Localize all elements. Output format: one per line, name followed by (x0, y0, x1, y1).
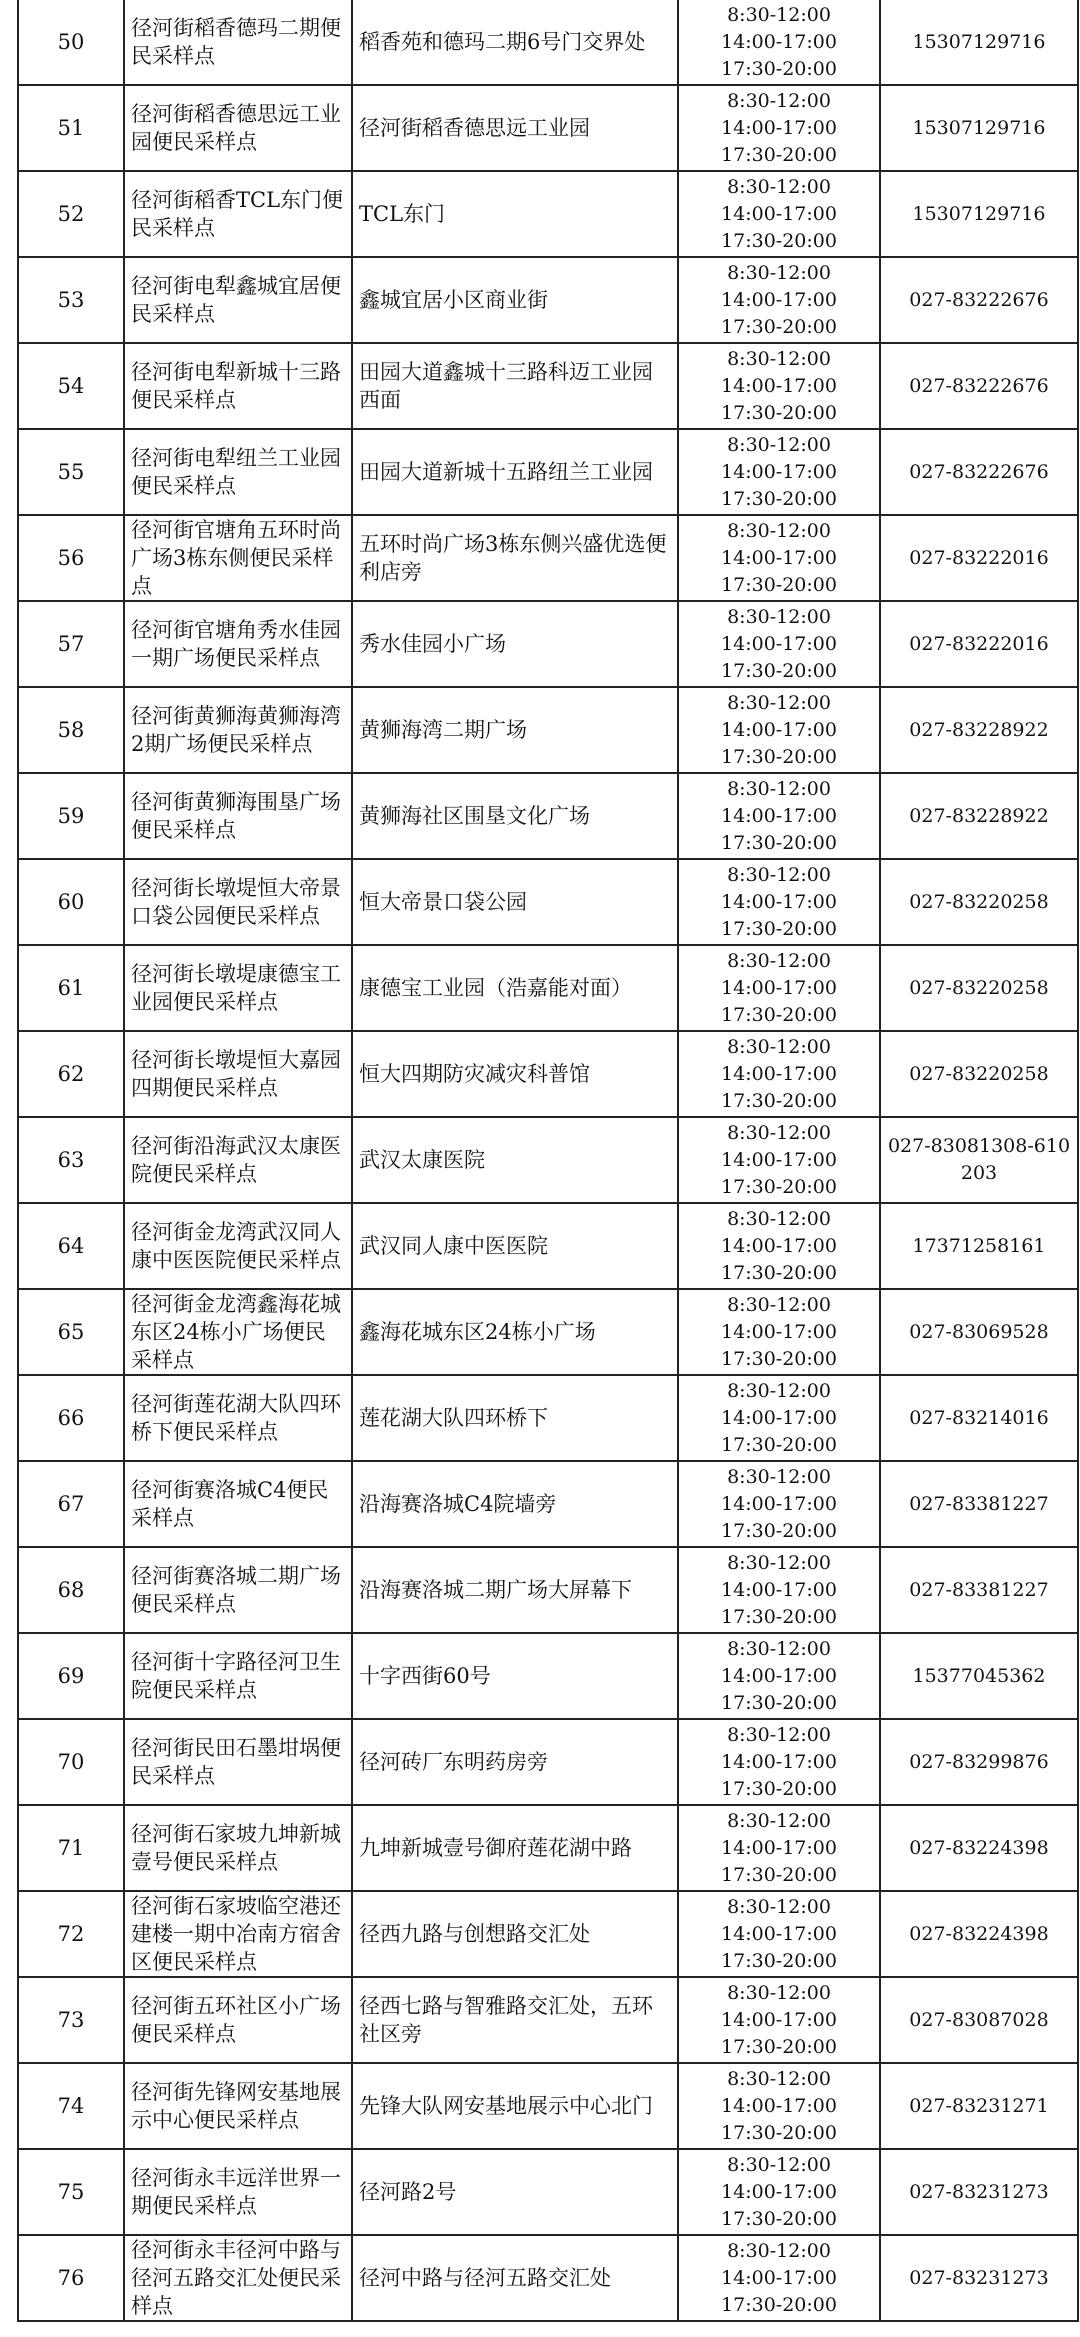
service-hours-cell (678, 601, 880, 687)
sampling-point-name-cell: 径河街永丰径河中路与径河五路交汇处便民采样点 (124, 2235, 352, 2321)
address-cell: 莲花湖大队四环桥下 (352, 1375, 678, 1461)
row-number-cell: 61 (18, 945, 124, 1031)
service-hours-slot: 14:00-17:00 (721, 1750, 837, 1773)
contact-phone-cell: 027-83081308-610203 (880, 1117, 1078, 1203)
sampling-point-name-cell: 径河街先锋网安基地展示中心便民采样点 (124, 2063, 352, 2149)
service-hours-slot: 17:30-20:00 (721, 1089, 837, 1112)
service-hours-slot: 8:30-12:00 (727, 863, 831, 886)
service-hours-slot: 14:00-17:00 (721, 116, 837, 139)
service-hours-slot: 14:00-17:00 (721, 2094, 837, 2117)
sampling-point-name-cell: 径河街十字路径河卫生院便民采样点 (124, 1633, 352, 1719)
row-number-cell: 59 (18, 773, 124, 859)
service-hours-cell (678, 1891, 880, 1977)
row-number-cell: 55 (18, 429, 124, 515)
service-hours-slot: 17:30-20:00 (721, 2035, 837, 2058)
row-number-cell: 66 (18, 1375, 124, 1461)
sampling-point-name-cell: 径河街民田石墨坩埚便民采样点 (124, 1719, 352, 1805)
sampling-point-name-cell: 径河街电犁鑫城宜居便民采样点 (124, 257, 352, 343)
service-hours-slot: 17:30-20:00 (721, 143, 837, 166)
row-number-cell: 67 (18, 1461, 124, 1547)
contact-phone-cell: 027-83220258 (880, 945, 1078, 1031)
address-cell: 九坤新城壹号御府莲花湖中路 (352, 1805, 678, 1891)
service-hours-slot: 14:00-17:00 (721, 718, 837, 741)
service-hours-slot: 8:30-12:00 (727, 89, 831, 112)
contact-phone-cell: 027-83299876 (880, 1719, 1078, 1805)
service-hours-slot: 14:00-17:00 (721, 202, 837, 225)
service-hours-slot: 8:30-12:00 (727, 3, 831, 26)
service-hours-slot: 17:30-20:00 (721, 573, 837, 596)
service-hours-cell (678, 1719, 880, 1805)
contact-phone-cell: 027-83381227 (880, 1547, 1078, 1633)
service-hours-cell (678, 1633, 880, 1719)
service-hours-cell (678, 257, 880, 343)
service-hours-slot: 14:00-17:00 (721, 30, 837, 53)
service-hours-cell (678, 773, 880, 859)
contact-phone-cell: 027-83231271 (880, 2063, 1078, 2149)
address-cell: 恒大四期防灾减灾科普馆 (352, 1031, 678, 1117)
row-number-cell: 53 (18, 257, 124, 343)
row-number-cell: 54 (18, 343, 124, 429)
contact-phone-cell: 027-83069528 (880, 1289, 1078, 1375)
service-hours-cell (678, 429, 880, 515)
contact-phone-cell: 027-83222676 (880, 343, 1078, 429)
table-row (18, 1203, 1078, 1289)
service-hours-slot: 14:00-17:00 (721, 1062, 837, 1085)
row-number-cell: 72 (18, 1891, 124, 1977)
address-cell: 黄狮海社区围垦文化广场 (352, 773, 678, 859)
address-cell: 十字西街60号 (352, 1633, 678, 1719)
table-row (18, 429, 1078, 515)
table-row (18, 1633, 1078, 1719)
service-hours-cell (678, 1203, 880, 1289)
service-hours-slot: 14:00-17:00 (721, 1492, 837, 1515)
table-row (18, 2063, 1078, 2149)
service-hours-slot: 17:30-20:00 (721, 57, 837, 80)
row-number-cell: 74 (18, 2063, 124, 2149)
service-hours-slot: 17:30-20:00 (721, 1261, 837, 1284)
service-hours-slot: 8:30-12:00 (727, 347, 831, 370)
service-hours-slot: 14:00-17:00 (721, 1148, 837, 1171)
table-body (18, 0, 1078, 2321)
service-hours-slot: 17:30-20:00 (721, 659, 837, 682)
service-hours-slot: 17:30-20:00 (721, 2207, 837, 2230)
service-hours-slot: 14:00-17:00 (721, 288, 837, 311)
address-cell: 康德宝工业园（浩嘉能对面） (352, 945, 678, 1031)
service-hours-slot: 8:30-12:00 (727, 1895, 831, 1918)
contact-phone-cell: 027-83222016 (880, 515, 1078, 601)
service-hours-slot: 17:30-20:00 (721, 1863, 837, 1886)
service-hours-slot: 8:30-12:00 (727, 1035, 831, 1058)
service-hours-cell (678, 1547, 880, 1633)
address-cell: 鑫城宜居小区商业街 (352, 257, 678, 343)
sampling-point-name-cell: 径河街金龙湾武汉同人康中医医院便民采样点 (124, 1203, 352, 1289)
address-cell: 径西七路与智雅路交汇处，五环社区旁 (352, 1977, 678, 2063)
service-hours-cell (678, 2063, 880, 2149)
address-cell: 鑫海花城东区24栋小广场 (352, 1289, 678, 1375)
table-row (18, 601, 1078, 687)
table-row (18, 1031, 1078, 1117)
table-row (18, 687, 1078, 773)
row-number-cell: 56 (18, 515, 124, 601)
service-hours-cell (678, 859, 880, 945)
row-number-cell: 75 (18, 2149, 124, 2235)
address-cell: 黄狮海湾二期广场 (352, 687, 678, 773)
table-row (18, 257, 1078, 343)
row-number-cell: 76 (18, 2235, 124, 2321)
sampling-point-name-cell: 径河街黄狮海围垦广场便民采样点 (124, 773, 352, 859)
service-hours-slot: 14:00-17:00 (721, 890, 837, 913)
row-number-cell: 60 (18, 859, 124, 945)
service-hours-slot: 8:30-12:00 (727, 1551, 831, 1574)
service-hours-slot: 17:30-20:00 (721, 1949, 837, 1972)
service-hours-slot: 14:00-17:00 (721, 2180, 837, 2203)
service-hours-cell (678, 2235, 880, 2321)
service-hours-slot: 17:30-20:00 (721, 401, 837, 424)
service-hours-slot: 17:30-20:00 (721, 2121, 837, 2144)
table-row (18, 945, 1078, 1031)
contact-phone-cell: 15307129716 (880, 0, 1078, 85)
sampling-point-name-cell: 径河街赛洛城二期广场便民采样点 (124, 1547, 352, 1633)
service-hours-cell (678, 171, 880, 257)
sampling-point-name-cell: 径河街长墩堤恒大嘉园四期便民采样点 (124, 1031, 352, 1117)
address-cell: 沿海赛洛城C4院墙旁 (352, 1461, 678, 1547)
sampling-point-name-cell: 径河街长墩堤康德宝工业园便民采样点 (124, 945, 352, 1031)
address-cell: 武汉同人康中医医院 (352, 1203, 678, 1289)
sampling-point-name-cell: 径河街永丰远洋世界一期便民采样点 (124, 2149, 352, 2235)
service-hours-slot: 14:00-17:00 (721, 460, 837, 483)
table-row (18, 171, 1078, 257)
service-hours-slot: 14:00-17:00 (721, 374, 837, 397)
row-number-cell: 64 (18, 1203, 124, 1289)
row-number-cell: 68 (18, 1547, 124, 1633)
service-hours-slot: 8:30-12:00 (727, 1465, 831, 1488)
address-cell: 径河砖厂东明药房旁 (352, 1719, 678, 1805)
address-cell: 秀水佳园小广场 (352, 601, 678, 687)
service-hours-slot: 14:00-17:00 (721, 1922, 837, 1945)
service-hours-slot: 17:30-20:00 (721, 745, 837, 768)
service-hours-cell (678, 1289, 880, 1375)
address-cell: 沿海赛洛城二期广场大屏幕下 (352, 1547, 678, 1633)
service-hours-slot: 14:00-17:00 (721, 1320, 837, 1343)
service-hours-cell (678, 687, 880, 773)
service-hours-slot: 14:00-17:00 (721, 1234, 837, 1257)
service-hours-slot: 17:30-20:00 (721, 1605, 837, 1628)
sampling-point-name-cell: 径河街黄狮海黄狮海湾2期广场便民采样点 (124, 687, 352, 773)
service-hours-slot: 17:30-20:00 (721, 2293, 837, 2316)
row-number-cell: 52 (18, 171, 124, 257)
sampling-point-name-cell: 径河街石家坡九坤新城壹号便民采样点 (124, 1805, 352, 1891)
row-number-cell: 62 (18, 1031, 124, 1117)
service-hours-slot: 8:30-12:00 (727, 1981, 831, 2004)
address-cell: 五环时尚广场3栋东侧兴盛优选便利店旁 (352, 515, 678, 601)
row-number-cell: 73 (18, 1977, 124, 2063)
service-hours-slot: 8:30-12:00 (727, 1121, 831, 1144)
service-hours-cell (678, 1375, 880, 1461)
service-hours-slot: 17:30-20:00 (721, 1347, 837, 1370)
service-hours-slot: 8:30-12:00 (727, 2067, 831, 2090)
service-hours-slot: 8:30-12:00 (727, 519, 831, 542)
sampling-point-name-cell: 径河街电犁新城十三路便民采样点 (124, 343, 352, 429)
service-hours-slot: 8:30-12:00 (727, 261, 831, 284)
sampling-point-table (17, 0, 1079, 2322)
row-number-cell: 51 (18, 85, 124, 171)
contact-phone-cell: 027-83220258 (880, 1031, 1078, 1117)
service-hours-cell (678, 0, 880, 85)
service-hours-cell (678, 85, 880, 171)
service-hours-slot: 8:30-12:00 (727, 2239, 831, 2262)
service-hours-slot: 8:30-12:00 (727, 1379, 831, 1402)
service-hours-slot: 8:30-12:00 (727, 1637, 831, 1660)
service-hours-cell (678, 1117, 880, 1203)
address-cell: 田园大道鑫城十三路科迈工业园西面 (352, 343, 678, 429)
service-hours-slot: 8:30-12:00 (727, 691, 831, 714)
table-row (18, 1719, 1078, 1805)
service-hours-slot: 8:30-12:00 (727, 1723, 831, 1746)
service-hours-slot: 17:30-20:00 (721, 1519, 837, 1542)
service-hours-cell (678, 1805, 880, 1891)
sampling-point-name-cell: 径河街莲花湖大队四环桥下便民采样点 (124, 1375, 352, 1461)
contact-phone-cell: 027-83231273 (880, 2149, 1078, 2235)
address-cell: 武汉太康医院 (352, 1117, 678, 1203)
service-hours-slot: 17:30-20:00 (721, 1777, 837, 1800)
table-row (18, 1977, 1078, 2063)
service-hours-slot: 14:00-17:00 (721, 1836, 837, 1859)
service-hours-slot: 17:30-20:00 (721, 229, 837, 252)
service-hours-cell (678, 1977, 880, 2063)
contact-phone-cell: 15377045362 (880, 1633, 1078, 1719)
service-hours-slot: 14:00-17:00 (721, 2266, 837, 2289)
address-cell: 稻香苑和德玛二期6号门交界处 (352, 0, 678, 85)
sampling-point-name-cell: 径河街石家坡临空港还建楼一期中冶南方宿舍区便民采样点 (124, 1891, 352, 1977)
service-hours-slot: 17:30-20:00 (721, 487, 837, 510)
table-row (18, 1547, 1078, 1633)
service-hours-cell (678, 945, 880, 1031)
service-hours-slot: 17:30-20:00 (721, 1691, 837, 1714)
table-row (18, 859, 1078, 945)
table-row (18, 2149, 1078, 2235)
row-number-cell: 50 (18, 0, 124, 85)
service-hours-slot: 17:30-20:00 (721, 1433, 837, 1456)
row-number-cell: 58 (18, 687, 124, 773)
address-cell: 径河路2号 (352, 2149, 678, 2235)
table-row (18, 1805, 1078, 1891)
table-row (18, 1117, 1078, 1203)
contact-phone-cell: 027-83224398 (880, 1891, 1078, 1977)
service-hours-cell (678, 1461, 880, 1547)
sampling-point-name-cell: 径河街官塘角秀水佳园一期广场便民采样点 (124, 601, 352, 687)
sampling-point-name-cell: 径河街稻香TCL东门便民采样点 (124, 171, 352, 257)
service-hours-cell (678, 2149, 880, 2235)
contact-phone-cell: 027-83228922 (880, 773, 1078, 859)
address-cell: 径河中路与径河五路交汇处 (352, 2235, 678, 2321)
service-hours-slot: 8:30-12:00 (727, 175, 831, 198)
service-hours-slot: 8:30-12:00 (727, 949, 831, 972)
contact-phone-cell: 027-83231273 (880, 2235, 1078, 2321)
service-hours-slot: 14:00-17:00 (721, 2008, 837, 2031)
table-row (18, 343, 1078, 429)
row-number-cell: 65 (18, 1289, 124, 1375)
service-hours-slot: 17:30-20:00 (721, 831, 837, 854)
contact-phone-cell: 027-83222016 (880, 601, 1078, 687)
service-hours-slot: 14:00-17:00 (721, 1406, 837, 1429)
service-hours-cell (678, 343, 880, 429)
service-hours-slot: 8:30-12:00 (727, 433, 831, 456)
table-row (18, 1461, 1078, 1547)
address-cell: 先锋大队网安基地展示中心北门 (352, 2063, 678, 2149)
service-hours-cell (678, 515, 880, 601)
service-hours-slot: 14:00-17:00 (721, 1664, 837, 1687)
service-hours-cell (678, 1031, 880, 1117)
row-number-cell: 70 (18, 1719, 124, 1805)
sampling-point-name-cell: 径河街官塘角五环时尚广场3栋东侧便民采样点 (124, 515, 352, 601)
address-cell: 径河街稻香德思远工业园 (352, 85, 678, 171)
contact-phone-cell: 027-83214016 (880, 1375, 1078, 1461)
table-row (18, 1375, 1078, 1461)
contact-phone-cell: 15307129716 (880, 85, 1078, 171)
address-cell: 恒大帝景口袋公园 (352, 859, 678, 945)
contact-phone-cell: 027-83222676 (880, 257, 1078, 343)
sampling-point-name-cell: 径河街金龙湾鑫海花城东区24栋小广场便民采样点 (124, 1289, 352, 1375)
contact-phone-cell: 027-83228922 (880, 687, 1078, 773)
service-hours-slot: 17:30-20:00 (721, 1003, 837, 1026)
table-row (18, 0, 1078, 85)
contact-phone-cell: 027-83381227 (880, 1461, 1078, 1547)
service-hours-slot: 14:00-17:00 (721, 976, 837, 999)
table-row (18, 2235, 1078, 2321)
table-row (18, 85, 1078, 171)
sampling-point-name-cell: 径河街稻香德玛二期便民采样点 (124, 0, 352, 85)
sampling-point-name-cell: 径河街稻香德思远工业园便民采样点 (124, 85, 352, 171)
address-cell: 田园大道新城十五路纽兰工业园 (352, 429, 678, 515)
table-row (18, 515, 1078, 601)
service-hours-slot: 17:30-20:00 (721, 1175, 837, 1198)
contact-phone-cell: 15307129716 (880, 171, 1078, 257)
contact-phone-cell: 027-83087028 (880, 1977, 1078, 2063)
contact-phone-cell: 027-83220258 (880, 859, 1078, 945)
sampling-point-name-cell: 径河街赛洛城C4便民采样点 (124, 1461, 352, 1547)
service-hours-slot: 17:30-20:00 (721, 917, 837, 940)
table-row (18, 773, 1078, 859)
sampling-point-name-cell: 径河街沿海武汉太康医院便民采样点 (124, 1117, 352, 1203)
address-cell: TCL东门 (352, 171, 678, 257)
sampling-point-name-cell: 径河街长墩堤恒大帝景口袋公园便民采样点 (124, 859, 352, 945)
row-number-cell: 63 (18, 1117, 124, 1203)
sampling-point-name-cell: 径河街电犁纽兰工业园便民采样点 (124, 429, 352, 515)
service-hours-slot: 14:00-17:00 (721, 804, 837, 827)
service-hours-slot: 8:30-12:00 (727, 1809, 831, 1832)
table-row (18, 1289, 1078, 1375)
service-hours-slot: 8:30-12:00 (727, 1293, 831, 1316)
address-cell: 径西九路与创想路交汇处 (352, 1891, 678, 1977)
row-number-cell: 71 (18, 1805, 124, 1891)
table-row (18, 1891, 1078, 1977)
service-hours-slot: 14:00-17:00 (721, 1578, 837, 1601)
service-hours-slot: 8:30-12:00 (727, 2153, 831, 2176)
contact-phone-cell: 17371258161 (880, 1203, 1078, 1289)
row-number-cell: 69 (18, 1633, 124, 1719)
sampling-point-name-cell: 径河街五环社区小广场便民采样点 (124, 1977, 352, 2063)
row-number-cell: 57 (18, 601, 124, 687)
service-hours-slot: 8:30-12:00 (727, 777, 831, 800)
contact-phone-cell: 027-83222676 (880, 429, 1078, 515)
service-hours-slot: 17:30-20:00 (721, 315, 837, 338)
contact-phone-cell: 027-83224398 (880, 1805, 1078, 1891)
service-hours-slot: 14:00-17:00 (721, 632, 837, 655)
service-hours-slot: 14:00-17:00 (721, 546, 837, 569)
service-hours-slot: 8:30-12:00 (727, 605, 831, 628)
service-hours-slot: 8:30-12:00 (727, 1207, 831, 1230)
